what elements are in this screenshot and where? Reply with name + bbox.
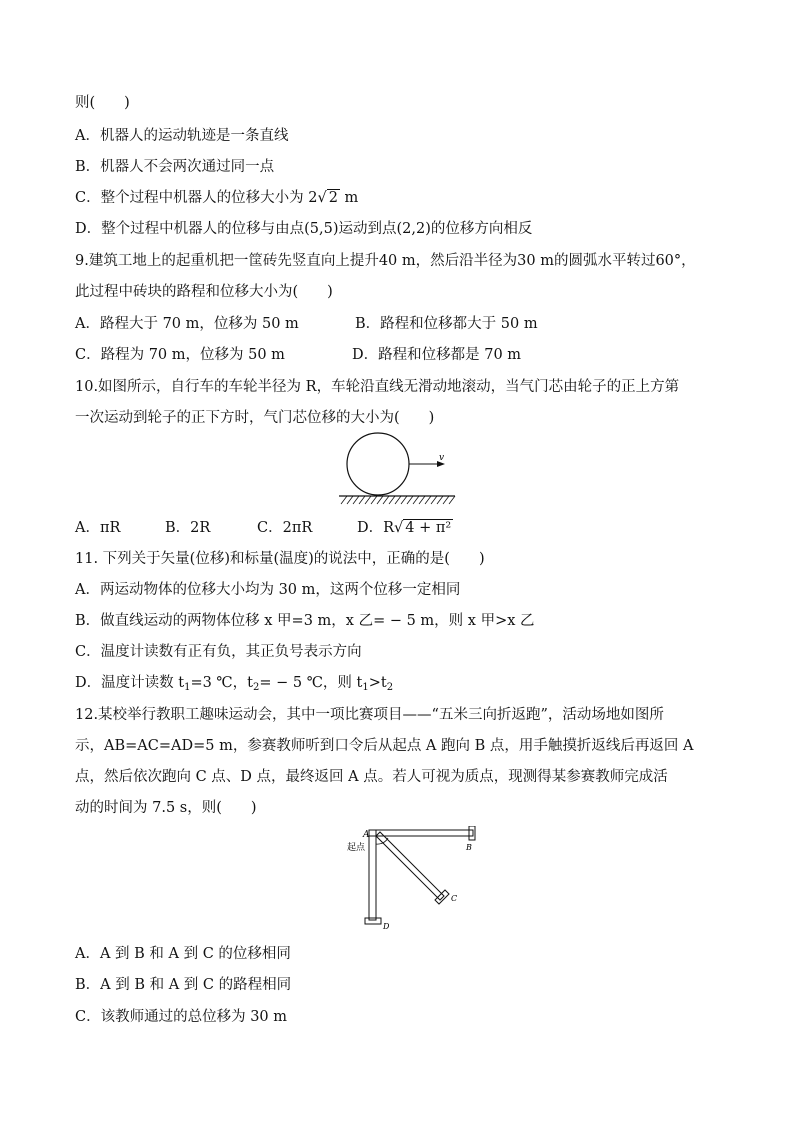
wheel-circle xyxy=(347,433,409,495)
q10-stem-line2: 一次运动到轮子的正下方时，气门芯位移的大小为( ) xyxy=(75,410,435,426)
q11-option-d: D．温度计读数 $t_1=3$ ℃，$t_2= - 5$ ℃，则 $t_1>t_2$ xyxy=(75,675,394,693)
q11-option-a: A．两运动物体的位移大小均为 30 m，这两个位移一定相同 xyxy=(75,582,461,598)
q9-option-c: C．路程为 70 m，位移为 50 m xyxy=(75,347,285,363)
q11-d-part4: >t xyxy=(368,675,387,691)
q11-option-b: B．做直线运动的两物体位移 x 甲=3 m，x 乙= − 5 m，则 x 甲>x 乙 xyxy=(75,613,535,629)
q8-option-c xyxy=(75,188,358,208)
q11-d-part1: D．温度计读数 t xyxy=(75,675,185,691)
q10-option-d-radicand: 4 + π² xyxy=(405,520,452,536)
point-c-label: C xyxy=(451,894,458,903)
q12-option-c: C．该教师通过的总位移为 30 m xyxy=(75,1009,288,1025)
point-a-label: A xyxy=(363,830,370,840)
q8-option-d: D．整个过程中机器人的位移与由点(5,5)运动到点(2,2)的位移方向相反 xyxy=(75,221,533,237)
q8-option-c-unit: m xyxy=(339,190,359,206)
q8-option-a: A．机器人的运动轨迹是一条直线 xyxy=(75,128,289,144)
q12-option-a: A．A 到 B 和 A 到 C 的位移相同 xyxy=(75,946,291,962)
sqrt-symbol: √ 4 + π² xyxy=(394,520,452,536)
q10-options xyxy=(75,518,453,538)
q9-option-b: B．路程和位移都大于 50 m xyxy=(355,316,538,332)
q10-option-a: A．πR xyxy=(75,520,121,536)
q10-option-d xyxy=(357,518,453,538)
q11-stem: 11. 下列关于矢量(位移)和标量(温度)的说法中，正确的是( ) xyxy=(75,551,485,567)
q9-option-d: D．路程和位移都是 70 m xyxy=(352,347,522,363)
q9-stem-line2: 此过程中砖块的路程和位移大小为( ) xyxy=(75,284,333,300)
q8-option-c-text: C．整个过程中机器人的位移大小为 2 xyxy=(75,190,318,206)
lane-ad xyxy=(369,830,376,920)
q12-stem-line3: 点，然后依次跑向 C 点、D 点，最终返回 A 点。若人可视为质点，现测得某参赛教师完成活 xyxy=(75,769,668,785)
q10-option-b: B．2R xyxy=(165,520,211,536)
q8-option-b: B．机器人不会两次通过同一点 xyxy=(75,159,275,175)
point-b-label: B xyxy=(466,843,472,852)
q9-option-a: A．路程大于 70 m，位移为 50 m xyxy=(75,316,299,332)
return-line-b xyxy=(469,826,475,840)
q10-option-d-text: D．R xyxy=(357,520,395,536)
q11-d-part2: =3 ℃，t xyxy=(190,675,253,691)
start-point-label: 起点 xyxy=(347,843,366,853)
q10-option-c: C．2πR xyxy=(257,520,313,536)
return-line-d xyxy=(365,918,381,924)
wheel-figure xyxy=(335,432,460,512)
q12-stem-line2: 示，AB=AC=AD=5 m，参赛教师听到口令后从起点 A 跑向 B 点，用手触摸折返线后再返回 A xyxy=(75,738,694,754)
sqrt-symbol: √ 2 xyxy=(317,190,338,206)
ground-hatching xyxy=(341,496,455,504)
q10-stem-line1: 10.如图所示，自行车的车轮半径为 R，车轮沿直线无滑动地滚动，当气门芯由轮子的正上方第 xyxy=(75,379,680,395)
track-figure xyxy=(343,826,483,934)
lane-ab xyxy=(369,830,473,836)
q11-option-c: C．温度计读数有正有负，其正负号表示方向 xyxy=(75,644,362,660)
q12-stem-line4: 动的时间为 7.5 s，则( ) xyxy=(75,800,257,816)
q9-stem-line1: 9.建筑工地上的起重机把一筐砖先竖直向上提升40 m，然后沿半径为30 m的圆弧水平转过60°， xyxy=(75,253,696,269)
q8-stem-tail: 则( ) xyxy=(75,95,130,111)
velocity-label: v xyxy=(439,453,445,463)
angle-arc xyxy=(376,838,388,844)
point-d-label: D xyxy=(383,922,390,931)
q12-stem-line1: 12.某校举行教职工趣味运动会，其中一项比赛项目——“五米三向折返跑”，活动场地如图所 xyxy=(75,707,664,723)
lane-ac xyxy=(376,832,444,900)
q12-option-b: B．A 到 B 和 A 到 C 的路程相同 xyxy=(75,977,292,993)
q11-d-part3: = − 5 ℃，则 t xyxy=(259,675,363,691)
q8-option-c-radicand: 2 xyxy=(328,190,338,206)
